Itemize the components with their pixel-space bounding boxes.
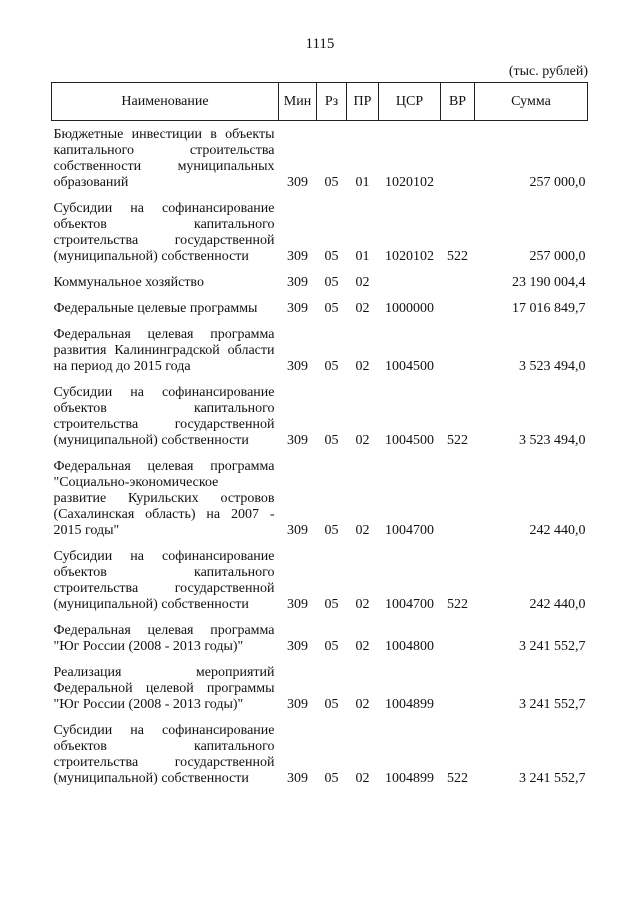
cell-csr: 1004899 bbox=[385, 697, 434, 712]
header-vr: ВР bbox=[441, 83, 475, 121]
cell-csr: 1004500 bbox=[385, 359, 434, 374]
cell-min: 309 bbox=[287, 433, 308, 448]
cell-csr bbox=[379, 275, 441, 301]
page-number: 1115 bbox=[305, 36, 335, 52]
cell-name: Федеральная целевая программа "Социально-экономическое развитие Курильских островов (Сахалинская область) на 2007 - 2015 годы" bbox=[53, 459, 275, 538]
cell-sum: 242 440,0 bbox=[529, 597, 586, 612]
cell-name: Бюджетные инвестиции в объекты капитального строительства собственности муниципальных образований bbox=[53, 127, 275, 190]
cell-rz: 05 bbox=[324, 697, 339, 712]
cell-sum: 3 241 552,7 bbox=[519, 639, 586, 654]
cell-sum: 257 000,0 bbox=[529, 249, 586, 264]
cell-csr: 1004899 bbox=[385, 771, 434, 786]
cell-rz: 05 bbox=[324, 275, 339, 290]
table-row bbox=[52, 275, 588, 301]
cell-csr: 1020102 bbox=[385, 175, 434, 190]
cell-rz: 05 bbox=[324, 523, 339, 538]
cell-rz: 05 bbox=[324, 597, 339, 612]
header-csr: ЦСР bbox=[379, 83, 441, 121]
cell-name: Реализация мероприятий Федеральной целевой программы "Юг России (2008 - 2013 годы)" bbox=[53, 665, 275, 712]
cell-pr: 02 bbox=[355, 697, 370, 712]
cell-min: 309 bbox=[287, 697, 308, 712]
header-min: Мин bbox=[279, 83, 317, 121]
cell-min: 309 bbox=[287, 175, 308, 190]
cell-pr: 02 bbox=[355, 771, 370, 786]
cell-csr: 1004700 bbox=[385, 597, 434, 612]
cell-min: 309 bbox=[287, 301, 308, 316]
cell-min: 309 bbox=[287, 275, 308, 290]
cell-sum: 23 190 004,4 bbox=[512, 275, 586, 290]
cell-vr bbox=[441, 327, 475, 385]
cell-pr: 02 bbox=[355, 523, 370, 538]
cell-vr bbox=[441, 121, 475, 202]
header-name: Наименование bbox=[52, 83, 279, 121]
cell-name: Субсидии на софинансирование объектов капитального строительства государственной (муниципальной) собственности bbox=[53, 201, 275, 264]
cell-name: Федеральная целевая программа "Юг России (2008 - 2013 годы)" bbox=[53, 623, 275, 654]
cell-vr: 522 bbox=[447, 249, 468, 264]
table-row bbox=[52, 201, 588, 275]
cell-sum: 3 241 552,7 bbox=[519, 771, 586, 786]
cell-pr: 02 bbox=[355, 359, 370, 374]
cell-csr: 1004500 bbox=[385, 433, 434, 448]
header-rz: Рз bbox=[317, 83, 347, 121]
table-header bbox=[52, 83, 588, 121]
table-row bbox=[52, 623, 588, 665]
cell-sum: 242 440,0 bbox=[529, 523, 586, 538]
cell-vr bbox=[441, 665, 475, 723]
cell-pr: 01 bbox=[355, 175, 370, 190]
header-sum: Сумма bbox=[475, 83, 588, 121]
cell-pr: 02 bbox=[355, 639, 370, 654]
cell-min: 309 bbox=[287, 249, 308, 264]
cell-rz: 05 bbox=[324, 433, 339, 448]
cell-pr: 02 bbox=[355, 301, 370, 316]
header-pr: ПР bbox=[347, 83, 379, 121]
cell-min: 309 bbox=[287, 359, 308, 374]
cell-rz: 05 bbox=[324, 639, 339, 654]
cell-name: Коммунальное хозяйство bbox=[53, 275, 204, 290]
cell-vr: 522 bbox=[447, 597, 468, 612]
cell-min: 309 bbox=[287, 639, 308, 654]
units-note: (тыс. рублей) bbox=[508, 64, 588, 79]
cell-rz: 05 bbox=[324, 359, 339, 374]
table-row bbox=[52, 665, 588, 723]
cell-csr: 1020102 bbox=[385, 249, 434, 264]
cell-rz: 05 bbox=[324, 249, 339, 264]
table-row bbox=[52, 327, 588, 385]
table-row bbox=[52, 385, 588, 459]
cell-sum: 17 016 849,7 bbox=[512, 301, 586, 316]
cell-pr: 02 bbox=[355, 275, 370, 290]
budget-table bbox=[51, 82, 588, 797]
cell-csr: 1004800 bbox=[385, 639, 434, 654]
cell-sum: 3 241 552,7 bbox=[519, 697, 586, 712]
cell-pr: 01 bbox=[355, 249, 370, 264]
cell-sum: 3 523 494,0 bbox=[519, 359, 586, 374]
cell-min: 309 bbox=[287, 523, 308, 538]
cell-sum: 3 523 494,0 bbox=[519, 433, 586, 448]
table-row bbox=[52, 723, 588, 797]
cell-csr: 1004700 bbox=[385, 523, 434, 538]
cell-vr bbox=[441, 623, 475, 665]
cell-vr: 522 bbox=[447, 771, 468, 786]
cell-pr: 02 bbox=[355, 597, 370, 612]
header-row bbox=[52, 83, 588, 121]
table-row bbox=[52, 121, 588, 202]
table-row bbox=[52, 301, 588, 327]
cell-csr: 1000000 bbox=[385, 301, 434, 316]
cell-vr bbox=[441, 275, 475, 301]
cell-min: 309 bbox=[287, 771, 308, 786]
cell-rz: 05 bbox=[324, 301, 339, 316]
cell-rz: 05 bbox=[324, 175, 339, 190]
cell-name: Субсидии на софинансирование объектов капитального строительства государственной (муниципальной) собственности bbox=[53, 549, 275, 612]
cell-vr bbox=[441, 459, 475, 549]
cell-vr: 522 bbox=[447, 433, 468, 448]
cell-name: Федеральная целевая программа развития Калининградской области на период до 2015 года bbox=[53, 327, 275, 374]
cell-min: 309 bbox=[287, 597, 308, 612]
cell-name: Федеральные целевые программы bbox=[53, 301, 258, 316]
table-row bbox=[52, 459, 588, 549]
cell-pr: 02 bbox=[355, 433, 370, 448]
cell-rz: 05 bbox=[324, 771, 339, 786]
cell-name: Субсидии на софинансирование объектов капитального строительства государственной (муниципальной) собственности bbox=[53, 385, 275, 448]
table-row bbox=[52, 549, 588, 623]
cell-sum: 257 000,0 bbox=[529, 175, 586, 190]
cell-vr bbox=[441, 301, 475, 327]
table-body bbox=[52, 121, 588, 798]
cell-name: Субсидии на софинансирование объектов капитального строительства государственной (муниципальной) собственности bbox=[53, 723, 275, 786]
